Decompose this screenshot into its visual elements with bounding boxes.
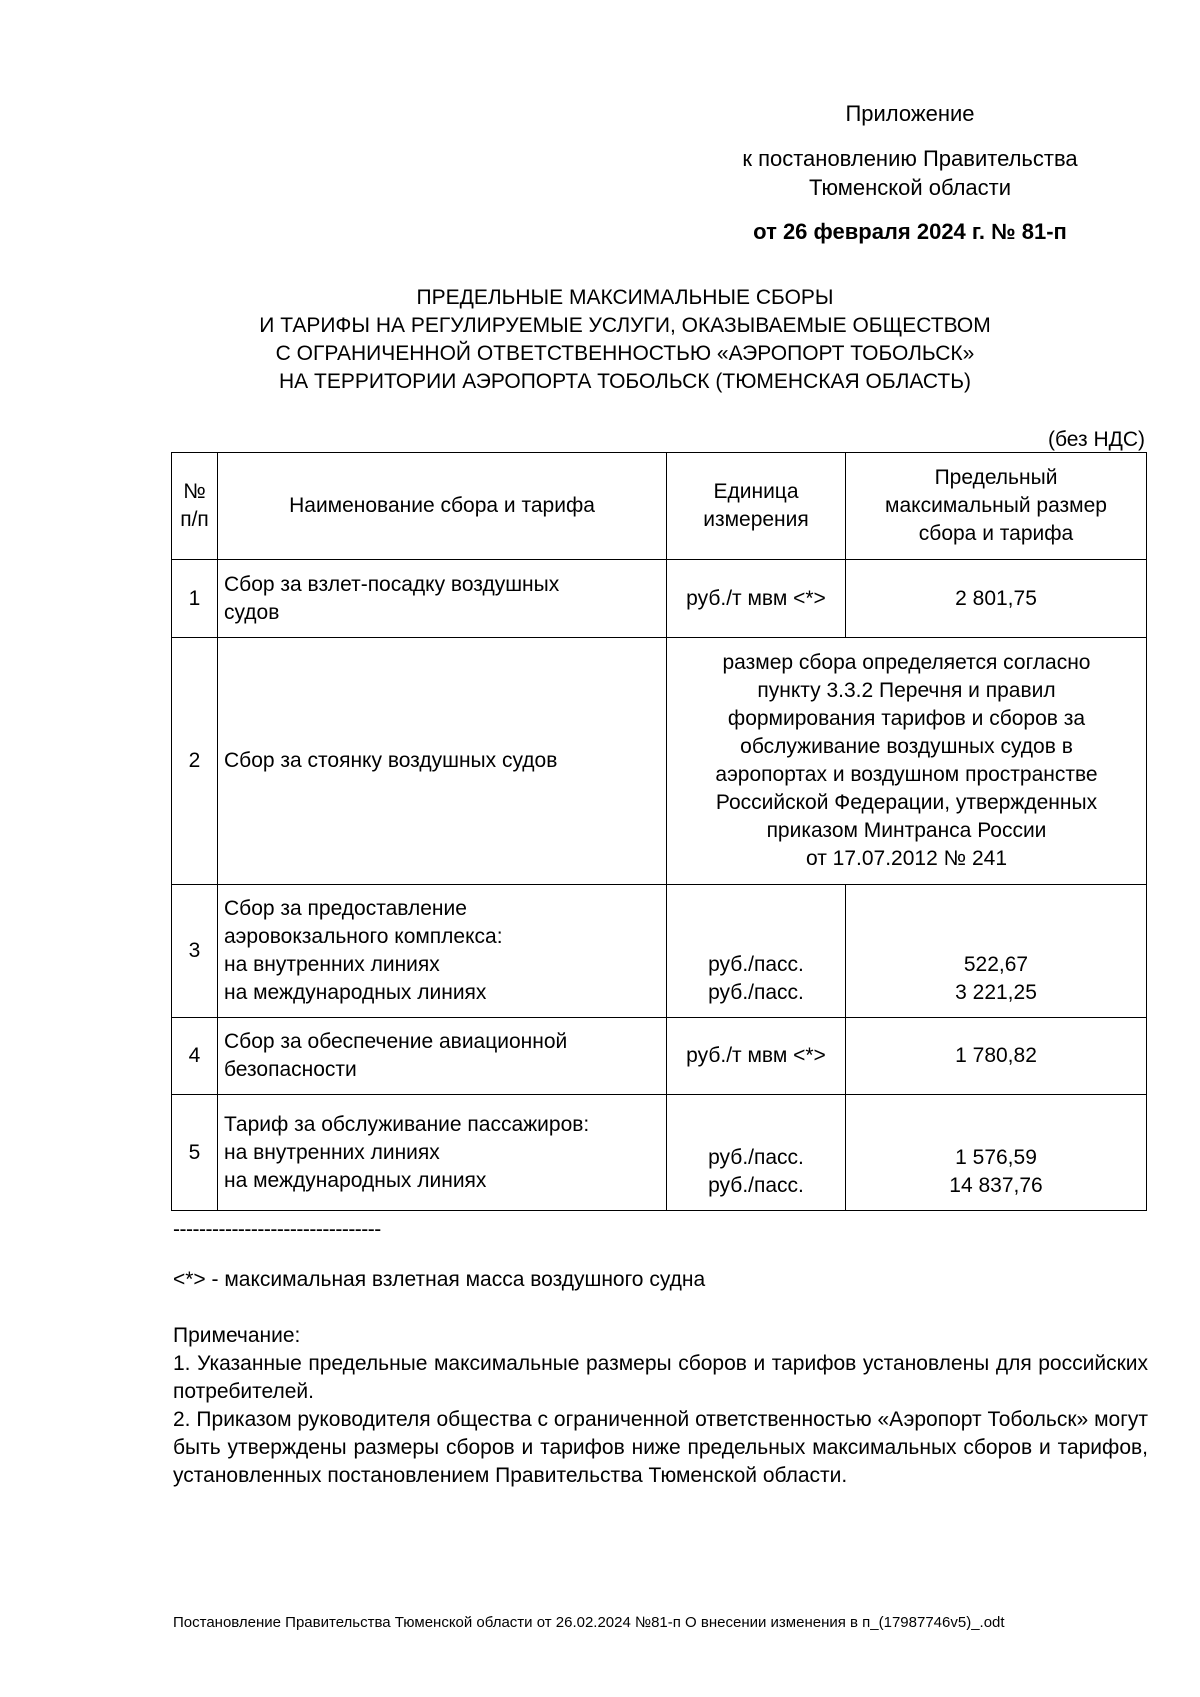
header-unit-line1: Единица (713, 480, 799, 503)
row5-name-line1: Тариф за обслуживание пассажиров: (224, 1112, 590, 1136)
notes-item1: 1. Указанные предельные максимальные размеры сборов и тарифов установлены для российских потребителей. (173, 1352, 1148, 1403)
table-row (172, 1095, 1147, 1211)
appendix-to-line2: Тюменской области (808, 175, 1012, 200)
row1-name-line2: судов (224, 600, 280, 624)
row5-unit (667, 1095, 846, 1211)
notes (173, 1322, 1148, 1490)
header-max-line1: Предельный (934, 466, 1058, 489)
table-row (172, 885, 1147, 1018)
row5-num: 5 (172, 1095, 218, 1211)
document-title (160, 284, 1090, 396)
row1-name (218, 560, 667, 638)
header-unit (667, 453, 846, 560)
row3-name (218, 885, 667, 1018)
row3-name-line2: аэровокзального комплекса: (224, 925, 503, 948)
row3-unit-international: руб./пасс. (708, 981, 804, 1004)
header-max-line2: максимальный размер (885, 494, 1107, 517)
title-line4: НА ТЕРРИТОРИИ АЭРОПОРТА ТОБОЛЬСК (ТЮМЕНСКАЯ ОБЛАСТЬ) (279, 370, 971, 393)
row3-name-line4: на международных линиях (224, 981, 487, 1004)
row3-num: 3 (172, 885, 218, 1018)
row1-unit: руб./т мвм <*> (667, 560, 846, 638)
table-header-row (172, 453, 1147, 560)
footnote-separator: -------------------------------- (173, 1218, 381, 1241)
header-max (846, 453, 1147, 560)
header-num-line2: п/п (180, 508, 209, 531)
row5-value-international: 14 837,76 (949, 1174, 1043, 1197)
header-num-line1: № (183, 480, 206, 503)
row2-text-line7: приказом Минтранса России (766, 819, 1047, 842)
title-line1: ПРЕДЕЛЬНЫЕ МАКСИМАЛЬНЫЕ СБОРЫ (416, 286, 834, 309)
vat-note: (без НДС) (1047, 428, 1145, 451)
row2-text-line3: формирования тарифов и сборов за (727, 707, 1086, 730)
row5-value (846, 1095, 1147, 1211)
row5-unit-domestic: руб./пасс. (708, 1146, 804, 1169)
appendix-date-number: от 26 февраля 2024 г. № 81-п (753, 219, 1067, 244)
row1-value: 2 801,75 (846, 560, 1147, 638)
appendix-to-line1: к постановлению Правительства (742, 146, 1078, 171)
row1-name-line1: Сбор за взлет-посадку воздушных (224, 572, 560, 596)
row4-value: 1 780,82 (846, 1018, 1147, 1095)
row4-name-line1: Сбор за обеспечение авиационной (224, 1030, 568, 1053)
row2-text-line5: аэропортах и воздушном пространстве (715, 763, 1098, 786)
row2-text-line2: пункту 3.3.2 Перечня и правил (757, 679, 1056, 702)
tariffs-table (171, 452, 1147, 1211)
notes-item2: 2. Приказом руководителя общества с ограниченной ответственностью «Аэропорт Тобольск» могут быть утверждены размеры сборов и тарифов ниже предельных максимальных сборов и тарифов, установленных постановлением Правительства Тюменской области. (173, 1408, 1148, 1487)
row5-value-domestic: 1 576,59 (955, 1146, 1037, 1169)
footnote: <*> - максимальная взлетная масса воздушного судна (173, 1268, 706, 1291)
row5-name-line3: на международных линиях (224, 1168, 487, 1192)
row5-unit-international: руб./пасс. (708, 1174, 804, 1197)
row2-name: Сбор за стоянку воздушных судов (218, 638, 667, 885)
row2-text (667, 638, 1147, 885)
notes-heading: Примечание: (173, 1324, 301, 1347)
appendix-label: Приложение (845, 101, 975, 126)
header-max-line3: сбора и тарифа (918, 522, 1074, 545)
row1-num: 1 (172, 560, 218, 638)
row3-name-line1: Сбор за предоставление (224, 897, 467, 920)
row3-value-domestic: 522,67 (963, 953, 1029, 976)
page-footer: Постановление Правительства Тюменской области от 26.02.2024 №81-п О внесении изменения в п_(17987746v5)_.odt (173, 1614, 1005, 1631)
row5-name (218, 1095, 667, 1211)
row2-text-line6: Российской Федерации, утвержденных (715, 791, 1098, 814)
header-num (172, 453, 218, 560)
row2-num: 2 (172, 638, 218, 885)
row4-num: 4 (172, 1018, 218, 1095)
table-row (172, 1018, 1147, 1095)
row2-text-line8: от 17.07.2012 № 241 (805, 847, 1007, 870)
title-line2: И ТАРИФЫ НА РЕГУЛИРУЕМЫЕ УСЛУГИ, ОКАЗЫВАЕМЫЕ ОБЩЕСТВОМ (259, 314, 991, 337)
table-row (172, 638, 1147, 885)
table-row (172, 560, 1147, 638)
row3-unit-domestic: руб./пасс. (708, 953, 804, 976)
header-unit-line2: измерения (703, 508, 809, 531)
row3-unit (667, 885, 846, 1018)
row4-name-line2: безопасности (224, 1058, 357, 1081)
row5-name-line2: на внутренних линиях (224, 1140, 440, 1164)
row4-unit: руб./т мвм <*> (667, 1018, 846, 1095)
row2-text-line4: обслуживание воздушных судов в (740, 735, 1073, 758)
title-line3: С ОГРАНИЧЕННОЙ ОТВЕТСТВЕННОСТЬЮ «АЭРОПОРТ ТОБОЛЬСК» (275, 342, 975, 365)
row2-text-line1: размер сбора определяется согласно (722, 651, 1091, 674)
row4-name (218, 1018, 667, 1095)
header-name: Наименование сбора и тарифа (218, 453, 667, 560)
row3-value-international: 3 221,25 (955, 981, 1037, 1004)
row3-value (846, 885, 1147, 1018)
row3-name-line3: на внутренних линиях (224, 953, 440, 976)
